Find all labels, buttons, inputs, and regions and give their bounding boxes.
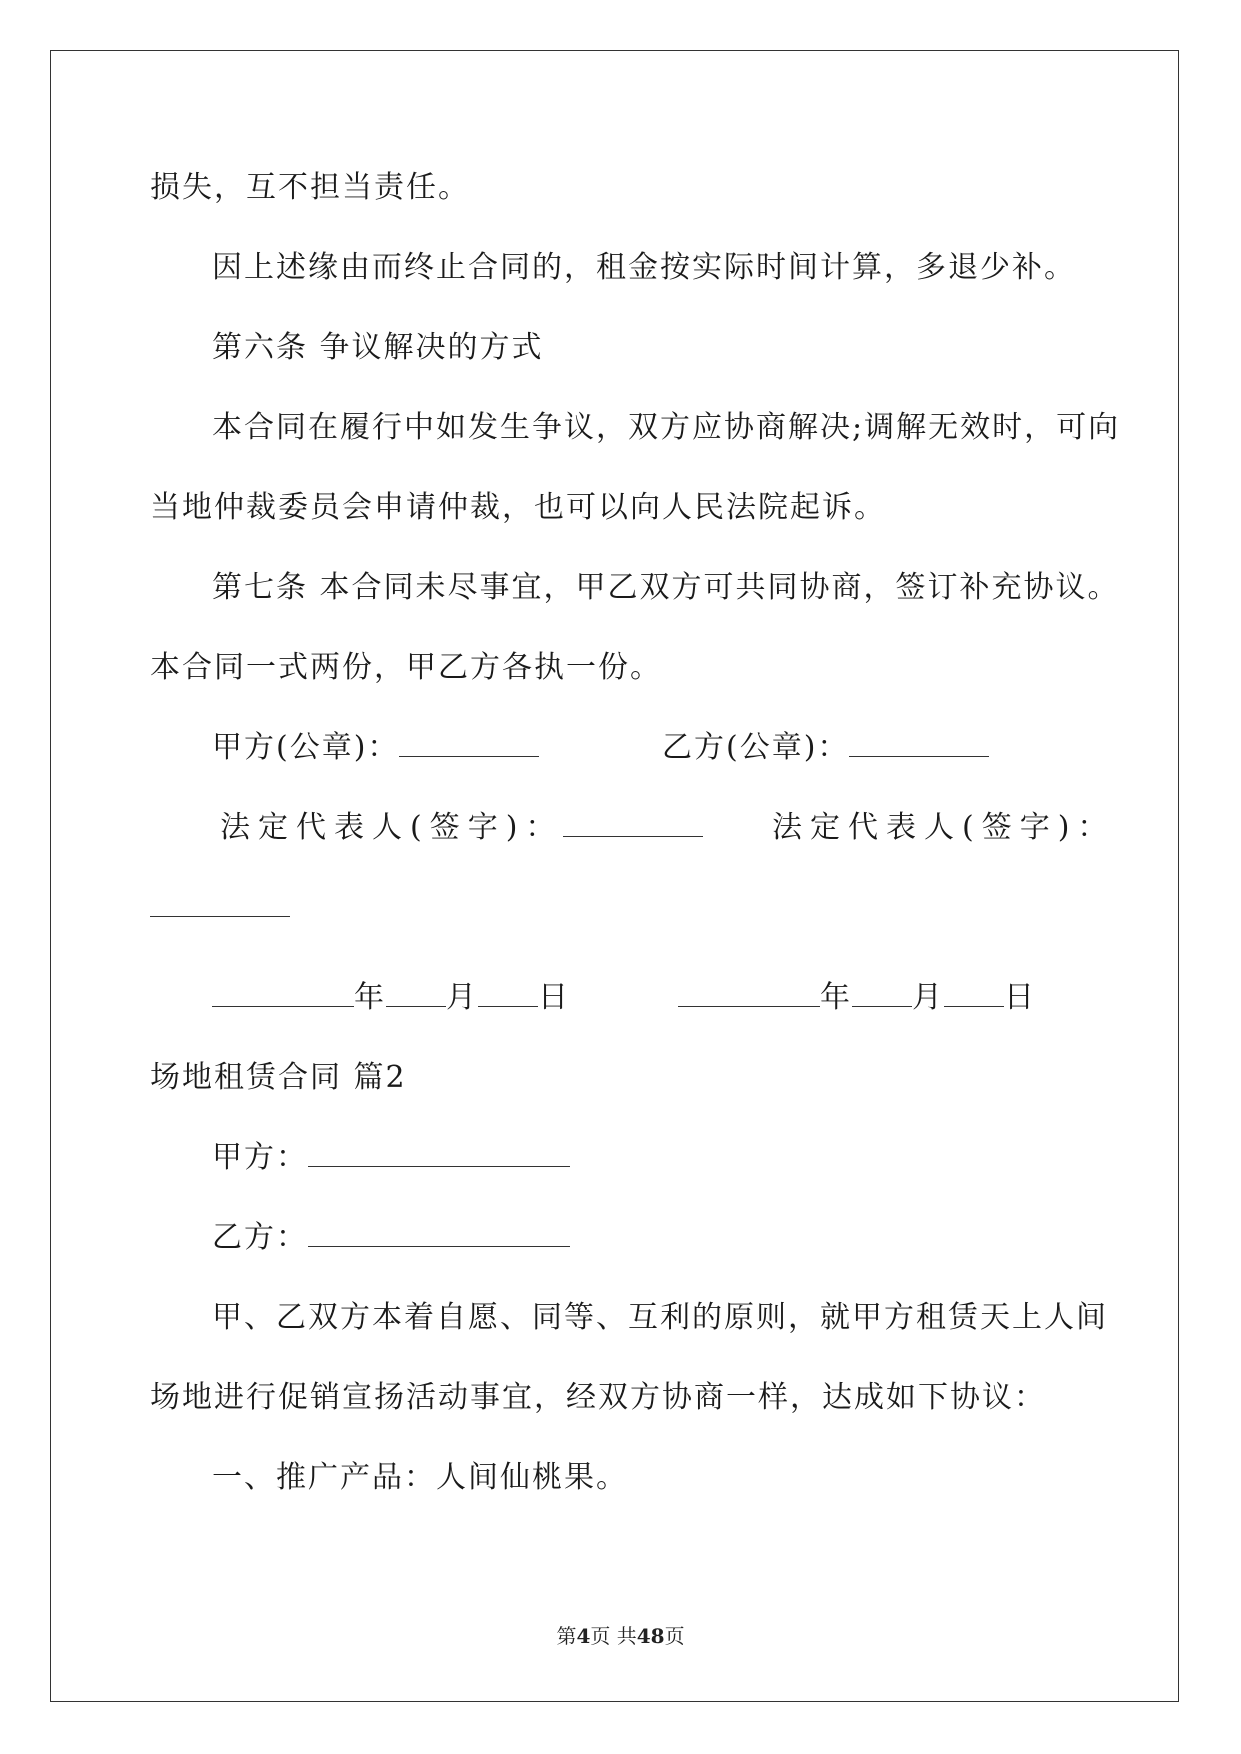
month-blank xyxy=(386,978,446,1007)
signature-row-seal xyxy=(662,728,989,768)
date-row xyxy=(212,978,570,1018)
text-line: 一、推广产品：人间仙桃果。 xyxy=(212,1460,628,1495)
year-label: 年 xyxy=(820,980,852,1015)
text-line: 本合同一式两份，甲乙方各执一份。 xyxy=(150,650,662,685)
party-a-blank xyxy=(308,1138,570,1167)
footer-mid: 页 共 xyxy=(590,1624,637,1648)
month-label: 月 xyxy=(446,980,478,1015)
year-label: 年 xyxy=(354,980,386,1015)
signature-row-rep xyxy=(220,808,703,848)
year-blank xyxy=(678,978,820,1007)
page-border xyxy=(50,50,1179,1702)
page-footer xyxy=(0,1622,1241,1650)
party-b-blank xyxy=(308,1218,570,1247)
text-line: 甲、乙双方本着自愿、同等、互利的原则，就甲方租赁天上人间 xyxy=(212,1300,1108,1335)
day-label: 日 xyxy=(538,980,570,1015)
text-line: 当地仲裁委员会申请仲裁，也可以向人民法院起诉。 xyxy=(150,490,886,525)
year-blank xyxy=(212,978,354,1007)
legal-rep-b-blank xyxy=(150,888,290,917)
party-b-seal-label: 乙方(公章)： xyxy=(662,730,850,765)
month-blank xyxy=(852,978,912,1007)
signature-row-seal xyxy=(212,728,539,768)
date-row xyxy=(678,978,1036,1018)
text-line: 因上述缘由而终止合同的，租金按实际时间计算，多退少补。 xyxy=(212,250,1076,285)
party-b-seal-blank xyxy=(849,728,989,757)
month-label: 月 xyxy=(912,980,944,1015)
party-a-row xyxy=(212,1138,570,1178)
party-b-label: 乙方： xyxy=(212,1220,308,1255)
legal-rep-a-blank xyxy=(563,808,703,837)
legal-rep-b-label: 法定代表人(签字)： xyxy=(772,810,1116,845)
section-title: 场地租赁合同 篇2 xyxy=(150,1060,407,1095)
signature-row-rep xyxy=(772,808,1115,848)
legal-rep-a-label: 法定代表人(签字)： xyxy=(220,810,564,845)
footer-total-pages: 48 xyxy=(636,1624,665,1648)
party-a-seal-blank xyxy=(399,728,539,757)
text-line: 损失，互不担当责任。 xyxy=(150,170,470,205)
section-heading: 第六条 争议解决的方式 xyxy=(212,330,544,365)
text-line: 场地进行促销宣扬活动事宜，经双方协商一样，达成如下协议： xyxy=(150,1380,1046,1415)
footer-prefix: 第 xyxy=(556,1624,577,1648)
party-a-seal-label: 甲方(公章)： xyxy=(212,730,400,765)
footer-page-number: 4 xyxy=(576,1624,591,1648)
legal-rep-b-blank-line xyxy=(150,888,290,928)
party-a-label: 甲方： xyxy=(212,1140,308,1175)
footer-suffix: 页 xyxy=(664,1624,685,1648)
party-b-row xyxy=(212,1218,570,1258)
day-blank xyxy=(478,978,538,1007)
text-line: 第七条 本合同未尽事宜，甲乙双方可共同协商，签订补充协议。 xyxy=(212,570,1120,605)
text-line: 本合同在履行中如发生争议，双方应协商解决;调解无效时，可向 xyxy=(212,410,1121,445)
day-blank xyxy=(944,978,1004,1007)
day-label: 日 xyxy=(1004,980,1036,1015)
